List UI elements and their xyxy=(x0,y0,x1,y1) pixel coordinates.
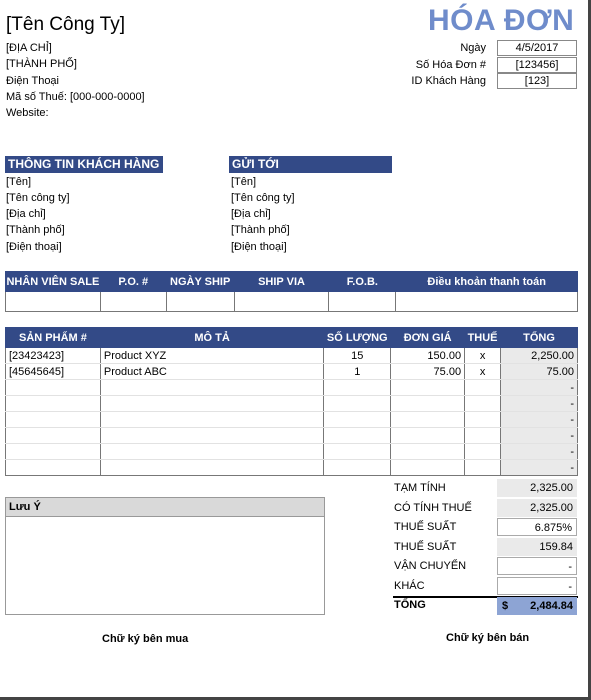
item-tax-cell[interactable]: x xyxy=(465,364,501,380)
company-tax-id: Mã số Thuế: [000-000-0000] xyxy=(6,91,145,103)
item-description-cell[interactable]: Product XYZ xyxy=(100,348,323,364)
item-quantity-cell[interactable] xyxy=(324,380,391,396)
header-unit-price: ĐƠN GIÁ xyxy=(391,328,465,348)
table-row xyxy=(6,444,578,460)
customer-city[interactable]: [Thành phố] xyxy=(6,224,65,236)
item-quantity-cell[interactable] xyxy=(324,460,391,476)
item-unit-price-cell[interactable] xyxy=(391,380,465,396)
shipping-field[interactable]: - xyxy=(497,557,577,575)
ship-via-cell[interactable] xyxy=(234,292,329,312)
grand-total-label: TỔNG xyxy=(394,599,426,611)
customer-id-field[interactable]: [123] xyxy=(497,73,577,89)
item-total-cell: - xyxy=(501,444,578,460)
item-description-cell[interactable] xyxy=(100,380,323,396)
ship-to-heading: GỬI TỚI xyxy=(229,156,392,173)
item-sku-cell[interactable] xyxy=(6,428,101,444)
item-unit-price-cell[interactable] xyxy=(391,396,465,412)
fob-cell[interactable] xyxy=(329,292,396,312)
ship-date-cell[interactable] xyxy=(166,292,234,312)
item-unit-price-cell[interactable]: 75.00 xyxy=(391,364,465,380)
ship-to-address[interactable]: [Địa chỉ] xyxy=(231,208,271,220)
company-phone: Điện Thoại xyxy=(6,75,59,87)
customer-phone[interactable]: [Điện thoại] xyxy=(6,241,62,253)
ship-to-name[interactable]: [Tên] xyxy=(231,176,257,188)
invoice-number-field[interactable]: [123456] xyxy=(497,57,577,73)
company-address: [ĐỊA CHỈ] xyxy=(6,42,52,54)
customer-address[interactable]: [Địa chỉ] xyxy=(6,208,46,220)
company-name: [Tên Công Ty] xyxy=(6,14,125,35)
item-quantity-cell[interactable] xyxy=(324,396,391,412)
item-unit-price-cell[interactable] xyxy=(391,428,465,444)
invoice-title: HÓA ĐƠN xyxy=(428,4,575,37)
item-sku-cell[interactable] xyxy=(6,460,101,476)
item-total-cell: - xyxy=(501,380,578,396)
tax-rate-label: THUẾ SUẤT xyxy=(394,521,457,533)
table-row xyxy=(6,396,578,412)
item-tax-cell[interactable] xyxy=(465,428,501,444)
grand-total-value xyxy=(497,597,577,615)
item-quantity-cell[interactable] xyxy=(324,444,391,460)
header-quantity: SỐ LƯỢNG xyxy=(324,328,391,348)
item-description-cell[interactable] xyxy=(100,460,323,476)
item-sku-cell[interactable] xyxy=(6,444,101,460)
other-field[interactable]: - xyxy=(497,577,577,595)
tax-rate-field[interactable]: 6.875% xyxy=(497,518,577,536)
shipping-table xyxy=(5,271,578,312)
seller-signature: Chữ ký bên bán xyxy=(446,632,530,644)
other-label: KHÁC xyxy=(394,580,425,592)
header-ship-via: SHIP VIA xyxy=(234,272,329,292)
customer-name[interactable]: [Tên] xyxy=(6,176,32,188)
ship-to-company[interactable]: [Tên công ty] xyxy=(231,192,295,204)
payment-terms-cell[interactable] xyxy=(396,292,578,312)
buyer-signature: Chữ ký bên mua xyxy=(102,633,189,645)
item-tax-cell[interactable] xyxy=(465,412,501,428)
item-unit-price-cell[interactable]: 150.00 xyxy=(391,348,465,364)
item-total-cell: - xyxy=(501,396,578,412)
table-row xyxy=(6,380,578,396)
item-total-cell: - xyxy=(501,428,578,444)
notes-heading: Lưu Ý xyxy=(5,497,325,517)
taxable-label: CÓ TÍNH THUẾ xyxy=(394,502,472,514)
item-total-cell: 75.00 xyxy=(501,364,578,380)
header-po: P.O. # xyxy=(100,272,166,292)
item-sku-cell[interactable] xyxy=(6,412,101,428)
date-label: Ngày xyxy=(460,42,486,54)
item-description-cell[interactable] xyxy=(100,412,323,428)
company-website: Website: xyxy=(6,107,49,119)
company-city: [THÀNH PHỐ] xyxy=(6,58,77,70)
item-total-cell: - xyxy=(501,412,578,428)
item-tax-cell[interactable]: x xyxy=(465,348,501,364)
item-description-cell[interactable] xyxy=(100,444,323,460)
item-description-cell[interactable]: Product ABC xyxy=(100,364,323,380)
items-table xyxy=(5,327,578,476)
ship-to-city[interactable]: [Thành phố] xyxy=(231,224,290,236)
item-quantity-cell[interactable] xyxy=(324,412,391,428)
shipping-label: VẬN CHUYỂN xyxy=(394,560,467,572)
header-description: MÔ TẢ xyxy=(100,328,323,348)
customer-info-heading: THÔNG TIN KHÁCH HÀNG xyxy=(5,156,163,173)
item-tax-cell[interactable] xyxy=(465,396,501,412)
table-row xyxy=(6,412,578,428)
ship-to-phone[interactable]: [Điện thoại] xyxy=(231,241,287,253)
currency-symbol: $ xyxy=(502,600,509,612)
item-description-cell[interactable] xyxy=(100,396,323,412)
taxable-value: 2,325.00 xyxy=(497,499,577,517)
tax-amount-value: 159.84 xyxy=(497,538,577,556)
po-cell[interactable] xyxy=(100,292,166,312)
item-unit-price-cell[interactable] xyxy=(391,444,465,460)
item-tax-cell[interactable] xyxy=(465,460,501,476)
header-sales-person: NHÂN VIÊN SALE xyxy=(6,272,101,292)
table-row xyxy=(6,348,578,364)
item-sku-cell[interactable]: [45645645] xyxy=(6,364,101,380)
tax-amount-label: THUẾ SUẤT xyxy=(394,541,457,553)
item-tax-cell[interactable] xyxy=(465,444,501,460)
item-description-cell[interactable] xyxy=(100,428,323,444)
header-payment-terms: Điều khoản thanh toán xyxy=(396,272,578,292)
table-row xyxy=(6,364,578,380)
item-sku-cell[interactable] xyxy=(6,380,101,396)
invoice-number-label: Số Hóa Đơn # xyxy=(415,59,486,71)
table-row xyxy=(6,428,578,444)
table-row xyxy=(6,460,578,476)
item-total-cell: - xyxy=(501,460,578,476)
item-total-cell: 2,250.00 xyxy=(501,348,578,364)
customer-id-label: ID Khách Hàng xyxy=(411,75,486,87)
header-tax: THUẾ xyxy=(465,328,501,348)
item-quantity-cell[interactable]: 1 xyxy=(324,364,391,380)
notes-box[interactable] xyxy=(5,517,325,615)
subtotal-value: 2,325.00 xyxy=(497,479,577,497)
item-quantity-cell[interactable] xyxy=(324,428,391,444)
grand-total-amount: 2,484.84 xyxy=(530,600,573,612)
item-tax-cell[interactable] xyxy=(465,380,501,396)
customer-company[interactable]: [Tên công ty] xyxy=(6,192,70,204)
item-unit-price-cell[interactable] xyxy=(391,412,465,428)
header-fob: F.O.B. xyxy=(329,272,396,292)
header-total: TỔNG xyxy=(501,328,578,348)
item-sku-cell[interactable] xyxy=(6,396,101,412)
item-quantity-cell[interactable]: 15 xyxy=(324,348,391,364)
item-unit-price-cell[interactable] xyxy=(391,460,465,476)
item-sku-cell[interactable]: [23423423] xyxy=(6,348,101,364)
header-product: SẢN PHẨM # xyxy=(6,328,101,348)
sales-person-cell[interactable] xyxy=(6,292,101,312)
date-field[interactable]: 4/5/2017 xyxy=(497,40,577,56)
subtotal-label: TẠM TÍNH xyxy=(394,482,446,494)
header-ship-date: NGÀY SHIP xyxy=(166,272,234,292)
